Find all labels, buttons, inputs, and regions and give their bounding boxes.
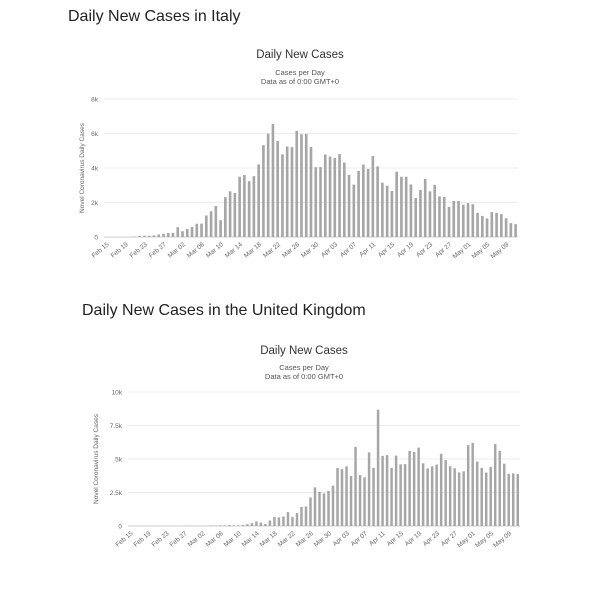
italy-bar (153, 235, 156, 237)
uk-bar (458, 472, 460, 526)
uk-x-tick-label: Apr 27 (439, 530, 459, 548)
italy-bar (186, 229, 189, 237)
uk-bar (449, 466, 451, 526)
uk-bar (287, 512, 289, 526)
uk-bar (327, 491, 329, 526)
uk-bar (408, 451, 410, 526)
uk-bar (399, 464, 401, 526)
italy-x-tick-label: May 09 (489, 241, 511, 261)
italy-bar (471, 204, 474, 237)
italy-bar (143, 236, 146, 237)
italy-bar (357, 171, 360, 237)
uk-y-axis-label: Novel Coronavirus Daily Cases (93, 414, 100, 504)
italy-bar (476, 213, 479, 237)
uk-bar (372, 468, 374, 526)
italy-bar (481, 216, 484, 237)
uk-bar (237, 525, 239, 526)
uk-bar (345, 466, 347, 526)
uk-x-tick-label: Apr 15 (385, 530, 405, 548)
uk-bar (489, 467, 491, 526)
italy-bar (419, 190, 422, 237)
italy-bar (429, 191, 432, 237)
uk-bar (305, 507, 307, 526)
uk-bar (246, 524, 248, 526)
italy-x-tick-label: Apr 19 (396, 241, 416, 259)
italy-bar (462, 205, 465, 237)
italy-bar (181, 231, 184, 237)
italy-bar (262, 145, 265, 237)
italy-x-tick-label: Feb 19 (109, 241, 130, 260)
italy-bar (414, 198, 417, 237)
italy-x-tick-label: Apr 03 (319, 241, 340, 259)
italy-bar (238, 177, 241, 237)
uk-x-tick-label: May 09 (492, 530, 514, 550)
italy-x-tick-label: Mar 18 (242, 241, 263, 260)
uk-bars (183, 410, 519, 526)
uk-bar (444, 460, 446, 526)
italy-x-tick-label: Apr 15 (377, 241, 397, 259)
uk-x-tick-label: Apr 07 (349, 530, 369, 548)
uk-bar (494, 444, 496, 526)
uk-bar (219, 525, 221, 526)
uk-bar (440, 454, 442, 526)
uk-bar (260, 523, 262, 526)
uk-y-tick-label: 7.5k (109, 423, 122, 430)
uk-x-ticks (115, 530, 514, 549)
italy-bar (162, 234, 165, 237)
uk-x-tick-label: Feb 23 (150, 530, 171, 549)
uk-x-tick-label: Feb 27 (168, 530, 189, 549)
italy-x-ticks (91, 241, 511, 260)
italy-bar (353, 185, 356, 237)
italy-chart-title: Daily New Cases (256, 49, 344, 61)
uk-bar (417, 448, 419, 526)
uk-x-tick-label: May 05 (474, 530, 495, 550)
uk-y-tick-label: 10k (111, 389, 122, 397)
italy-bar (267, 134, 270, 237)
italy-x-tick-label: Mar 22 (261, 241, 282, 260)
uk-bar (224, 525, 226, 526)
uk-bar (431, 466, 433, 526)
uk-bar (251, 523, 253, 526)
uk-bar (498, 451, 500, 526)
italy-x-tick-label: Feb 15 (90, 241, 111, 260)
uk-bar (377, 410, 379, 526)
uk-chart-subtitle-1: Cases per Day (279, 363, 329, 372)
italy-y-axis-label: Novel Coronavirus Daily Cases (79, 123, 86, 213)
italy-bar (253, 176, 256, 237)
uk-bar (300, 507, 302, 526)
uk-bar (228, 525, 230, 526)
italy-bar (167, 233, 170, 237)
italy-bar (215, 206, 218, 237)
italy-x-tick-label: Feb 23 (128, 241, 149, 260)
uk-bar (395, 456, 397, 526)
italy-bar (348, 175, 351, 237)
italy-x-tick-label: Feb 27 (147, 241, 168, 260)
italy-bar (367, 169, 370, 237)
uk-bar (309, 497, 311, 526)
uk-bar (485, 473, 487, 526)
uk-bar (269, 521, 271, 526)
uk-bar (517, 474, 519, 526)
uk-x-tick-label: Mar 06 (204, 530, 225, 549)
italy-bar (314, 167, 317, 237)
italy-bar (210, 211, 213, 237)
uk-bar (318, 492, 320, 526)
uk-bar (390, 468, 392, 526)
italy-bar (386, 186, 389, 237)
italy-bar (229, 191, 232, 237)
italy-bar (457, 201, 460, 237)
italy-daily-cases-chart (0, 40, 600, 280)
uk-bar (332, 486, 334, 526)
italy-bar (200, 224, 203, 237)
uk-y-tick-label: 5k (115, 456, 122, 464)
uk-bar (296, 513, 298, 526)
italy-y-tick-label: 0 (94, 234, 98, 242)
italy-bar (329, 156, 332, 237)
uk-x-tick-label: Mar 30 (312, 530, 333, 549)
uk-x-tick-label: Feb 15 (114, 530, 135, 549)
italy-x-tick-label: Apr 11 (358, 241, 378, 259)
uk-y-ticks (110, 390, 123, 531)
uk-x-tick-label: Apr 23 (421, 530, 441, 548)
italy-bar (343, 163, 346, 237)
uk-bar (363, 477, 365, 526)
italy-bar (381, 183, 384, 237)
italy-bar (452, 201, 455, 237)
uk-bar (471, 443, 473, 526)
italy-bar (486, 218, 489, 237)
uk-bar (354, 447, 356, 526)
italy-x-tick-label: Apr 27 (434, 241, 454, 259)
uk-x-tick-label: Apr 11 (368, 530, 387, 548)
italy-bar (234, 193, 237, 237)
uk-bar (426, 468, 428, 526)
uk-chart-subtitle-2: Data as of 0:00 GMT+0 (264, 372, 344, 381)
italy-bar (172, 233, 175, 237)
uk-bar (512, 473, 514, 526)
uk-bar (453, 468, 455, 526)
italy-bar (391, 191, 394, 237)
uk-bar (435, 465, 437, 526)
uk-bar (350, 476, 352, 526)
italy-x-tick-label: Apr 07 (338, 241, 359, 259)
italy-bar (286, 146, 289, 237)
uk-bar (341, 469, 343, 526)
italy-bar (157, 234, 160, 237)
italy-bar (272, 124, 275, 237)
uk-bar (508, 474, 510, 526)
italy-bar (362, 164, 365, 237)
uk-bar (291, 517, 293, 526)
uk-bar (264, 524, 266, 526)
italy-bar (338, 154, 341, 237)
uk-bar (476, 462, 478, 526)
italy-bar (400, 177, 403, 237)
uk-x-tick-label: Mar 14 (240, 530, 261, 549)
uk-bar (359, 475, 361, 526)
italy-bar (305, 134, 308, 237)
italy-bar (405, 177, 408, 237)
italy-bar (324, 155, 327, 237)
italy-bar (433, 185, 436, 237)
italy-x-tick-label: Mar 26 (281, 241, 302, 260)
uk-bar (404, 464, 406, 526)
uk-bar (386, 455, 388, 526)
italy-bar (257, 164, 260, 237)
italy-bar (243, 175, 246, 237)
italy-bar (295, 131, 298, 237)
italy-bar (219, 220, 222, 237)
italy-chart-subtitle-2: Data as of 0:00 GMT+0 (260, 77, 340, 86)
italy-y-tick-label: 2k (91, 200, 98, 207)
italy-x-tick-label: Mar 10 (204, 241, 225, 260)
italy-bars (134, 124, 517, 237)
uk-x-tick-label: May 01 (456, 530, 477, 550)
italy-bar (495, 213, 498, 237)
italy-bar (395, 172, 398, 237)
italy-bar (300, 134, 303, 237)
uk-bar (233, 525, 235, 526)
italy-y-ticks (91, 97, 99, 242)
uk-y-tick-label: 0 (118, 523, 122, 531)
italy-bar (195, 224, 198, 237)
uk-bar (273, 517, 275, 526)
italy-bar (333, 158, 336, 237)
uk-x-tick-label: Mar 22 (276, 530, 297, 549)
uk-bar (323, 493, 325, 526)
italy-bar (438, 196, 441, 237)
italy-x-tick-label: Mar 06 (185, 241, 206, 260)
uk-x-tick-label: Apr 19 (403, 530, 423, 548)
italy-bar (372, 156, 375, 237)
italy-bar (291, 147, 294, 237)
uk-x-tick-label: Mar 10 (222, 530, 243, 549)
uk-y-tick-label: 2.5k (109, 490, 122, 497)
italy-bar (138, 236, 141, 237)
italy-bar (248, 181, 251, 237)
italy-bar (514, 224, 517, 237)
italy-bar (467, 203, 470, 237)
italy-y-tick-label: 6k (91, 131, 98, 138)
uk-section-title: Daily New Cases in the United Kingdom (82, 302, 366, 319)
italy-x-tick-label: Mar 14 (223, 241, 244, 260)
uk-x-tick-label: Mar 18 (258, 530, 279, 549)
italy-x-tick-label: Apr 23 (415, 241, 435, 259)
italy-bar (410, 184, 413, 237)
italy-x-tick-label: Mar 02 (166, 241, 187, 260)
italy-bar (500, 214, 503, 237)
italy-y-tick-label: 8k (91, 96, 98, 104)
uk-bar (314, 487, 316, 526)
italy-chart-subtitle-1: Cases per Day (275, 68, 325, 77)
uk-bar (255, 521, 257, 526)
italy-bar (224, 197, 227, 237)
uk-x-tick-label: Mar 02 (186, 530, 207, 549)
uk-bar (381, 456, 383, 526)
italy-x-tick-label: May 01 (451, 241, 473, 261)
italy-section-title: Daily New Cases in Italy (68, 8, 241, 25)
uk-bar (462, 471, 464, 526)
uk-bar (336, 468, 338, 526)
italy-y-tick-label: 4k (91, 165, 98, 173)
italy-x-tick-label: Mar 30 (300, 241, 321, 260)
uk-bar (467, 445, 469, 526)
uk-bar (503, 464, 505, 526)
uk-bar (242, 525, 244, 526)
uk-bar (368, 452, 370, 526)
italy-x-tick-label: May 05 (470, 241, 492, 261)
italy-bar (510, 223, 513, 237)
uk-x-tick-label: Mar 26 (294, 530, 315, 549)
italy-bar (176, 227, 179, 237)
italy-bar (448, 207, 451, 237)
uk-x-tick-label: Feb 19 (132, 530, 153, 549)
italy-bar (443, 197, 446, 237)
uk-bar (278, 517, 280, 526)
italy-bar (205, 215, 208, 237)
uk-bar (282, 516, 284, 526)
uk-bar (413, 452, 415, 526)
italy-bar (491, 212, 494, 237)
italy-bar (424, 179, 427, 237)
italy-bar (148, 236, 151, 237)
italy-bar (310, 147, 313, 237)
uk-x-tick-label: Apr 03 (331, 530, 351, 548)
italy-bar (505, 218, 508, 237)
italy-bar (376, 166, 379, 237)
italy-bar (281, 154, 284, 237)
uk-bar (480, 468, 482, 526)
uk-chart-title: Daily New Cases (260, 345, 348, 357)
italy-bar (191, 227, 194, 237)
uk-daily-cases-chart (0, 335, 600, 575)
italy-bar (319, 167, 322, 237)
italy-bar (276, 141, 279, 237)
uk-bar (422, 463, 424, 526)
